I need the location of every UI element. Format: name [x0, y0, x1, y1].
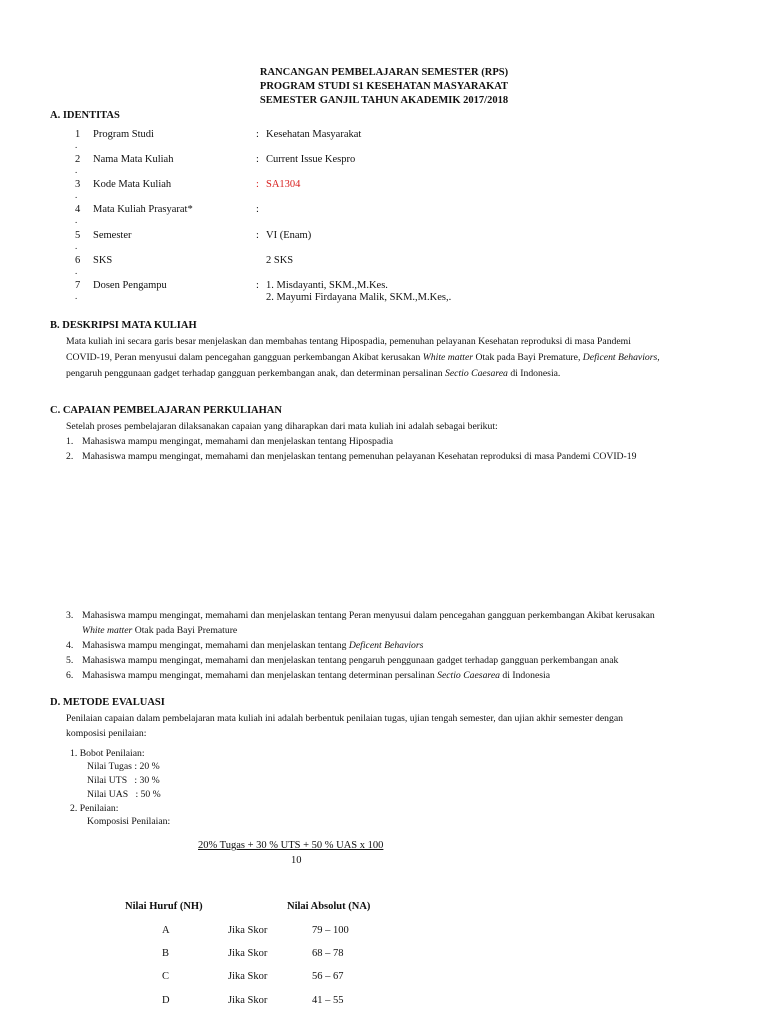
- row-dot: .: [75, 165, 78, 175]
- identitas-row-no: 2: [75, 154, 81, 165]
- lecturer-2: 2. Mayumi Firdayana Malik, SKM.,M.Kes,.: [266, 292, 452, 303]
- list-item-text: Mahasiswa mampu mengingat, memahami dan menjelaskan tentang determinan persalinan: [82, 670, 438, 681]
- list-item: Mahasiswa mampu mengingat, memahami dan menjelaskan tentang Hipospadia: [82, 436, 393, 447]
- identitas-row-value: Current Issue Kespro: [266, 154, 356, 165]
- deskripsi-line-2: [66, 352, 660, 363]
- formula-denominator: 10: [291, 855, 302, 866]
- bobot-item: Nilai UAS : 50 %: [87, 789, 161, 800]
- list-item: Mahasiswa mampu mengingat, memahami dan menjelaskan tentang pemenuhan pelayanan Kesehatan reproduksi di masa Pandemi COVID-19: [82, 451, 637, 462]
- list-item-number: 4.: [66, 640, 74, 651]
- list-item-italic: White matter: [82, 625, 133, 636]
- identitas-row-sep: :: [256, 129, 259, 140]
- identitas-row-label: SKS: [93, 255, 113, 266]
- grade-range: 41 – 55: [312, 995, 344, 1006]
- bobot-item: Nilai UTS : 30 %: [87, 775, 160, 786]
- lecturer-1: 1. Misdayanti, SKM.,M.Kes.: [266, 280, 388, 291]
- row-dot: .: [75, 266, 78, 276]
- identitas-row-sep: :: [256, 154, 259, 165]
- grade-condition: Jika Skor: [228, 925, 268, 936]
- grade-condition: Jika Skor: [228, 948, 268, 959]
- list-item-italic: Sectio Caesarea: [437, 670, 500, 681]
- identitas-row-sep: :: [256, 280, 259, 291]
- grade-letter: C: [162, 971, 170, 982]
- grade-condition: Jika Skor: [228, 971, 268, 982]
- bobot-label: 1. Bobot Penilaian:: [70, 748, 145, 759]
- grades-header-nh: Nilai Huruf (NH): [125, 901, 203, 912]
- deskripsi-text: pengaruh penggunaan gadget terhadap gangguan perkembangan anak, dan determinan persalinan: [66, 368, 446, 379]
- deskripsi-line-3: [66, 368, 560, 379]
- identitas-row-no: 4: [75, 204, 81, 215]
- metode-intro-2: komposisi penilaian:: [66, 728, 147, 739]
- list-item-italic: Deficent Behaviors: [348, 640, 424, 651]
- identitas-row-value: VI (Enam): [266, 230, 312, 241]
- grade-range: 56 – 67: [312, 971, 344, 982]
- list-item-text: di Indonesia: [499, 670, 551, 681]
- capaian-intro: Setelah proses pembelajaran dilaksanakan capaian yang diharapkan dari mata kuliah ini adalah sebagai berikut:: [66, 421, 498, 432]
- row-dot: .: [75, 140, 78, 150]
- identitas-row-sep: :: [256, 179, 259, 190]
- deskripsi-italic: Sectio Caesarea: [445, 368, 508, 379]
- list-item-text: Mahasiswa mampu mengingat, memahami dan menjelaskan tentang: [82, 640, 349, 651]
- deskripsi-text: di Indonesia.: [507, 368, 561, 379]
- list-item-number: 6.: [66, 670, 74, 681]
- row-dot: .: [75, 190, 78, 200]
- list-item-number: 2.: [66, 451, 74, 462]
- grade-range: 68 – 78: [312, 948, 344, 959]
- list-item-number: 1.: [66, 436, 74, 447]
- deskripsi-text: Otak pada Bayi Premature,: [473, 352, 583, 363]
- identitas-row-sep: :: [256, 230, 259, 241]
- identitas-row-value: Kesehatan Masyarakat: [266, 129, 362, 140]
- identitas-row-label: Kode Mata Kuliah: [93, 179, 172, 190]
- deskripsi-line-1: Mata kuliah ini secara garis besar menjelaskan dan membahas tentang Hipospadia, pemenuhan pelayanan Kesehatan reproduksi di masa Pandemi: [66, 336, 631, 347]
- deskripsi-italic: Deficent Behaviors,: [582, 352, 660, 363]
- identitas-row-label: Nama Mata Kuliah: [93, 154, 174, 165]
- identitas-row-label: Dosen Pengampu: [93, 280, 167, 291]
- metode-heading: D. METODE EVALUASI: [50, 697, 165, 708]
- list-item-number: 5.: [66, 655, 74, 666]
- identitas-row-no: 3: [75, 179, 81, 190]
- deskripsi-italic: White matter: [422, 352, 474, 363]
- doc-title-line-2: PROGRAM STUDI S1 KESEHATAN MASYARAKAT: [259, 81, 509, 92]
- metode-intro-1: Penilaian capaian dalam pembelajaran mata kuliah ini adalah berbentuk penilaian tugas, ujian tengah semester, dan ujian akhir semester dengan: [66, 713, 623, 724]
- grades-header-na: Nilai Absolut (NA): [287, 901, 371, 912]
- penilaian-label: 2. Penilaian:: [70, 803, 119, 814]
- grade-range: 79 – 100: [312, 925, 349, 936]
- row-dot: .: [75, 215, 78, 225]
- doc-title-line-3: SEMESTER GANJIL TAHUN AKADEMIK 2017/2018: [259, 95, 509, 106]
- formula-numerator: 20% Tugas + 30 % UTS + 50 % UAS x 100: [198, 840, 384, 851]
- identitas-row-no: 6: [75, 255, 81, 266]
- identitas-row-label: Mata Kuliah Prasyarat*: [93, 204, 193, 215]
- identitas-row-no: 5: [75, 230, 81, 241]
- grade-condition: Jika Skor: [228, 995, 268, 1006]
- komposisi-label: Komposisi Penilaian:: [87, 816, 171, 827]
- grade-letter: A: [162, 925, 170, 936]
- list-item: Mahasiswa mampu mengingat, memahami dan menjelaskan tentang pengaruh penggunaan gadget terhadap gangguan perkembangan anak: [82, 655, 619, 666]
- identitas-row-value: 2 SKS: [266, 255, 294, 266]
- row-dot: .: [75, 241, 78, 251]
- deskripsi-heading: B. DESKRIPSI MATA KULIAH: [50, 320, 197, 331]
- identitas-row-no: 7: [75, 280, 81, 291]
- list-item-number: 3.: [66, 610, 74, 621]
- deskripsi-text: COVID-19, Peran menyusui dalam pencegahan gangguan perkembangan Akibat kerusakan: [66, 352, 423, 363]
- grade-letter: B: [162, 948, 170, 959]
- capaian-heading: C. CAPAIAN PEMBELAJARAN PERKULIAHAN: [50, 405, 282, 416]
- identitas-row-label: Program Studi: [93, 129, 154, 140]
- row-dot: .: [75, 291, 78, 301]
- list-item: Mahasiswa mampu mengingat, memahami dan menjelaskan tentang Peran menyusui dalam pencegahan gangguan perkembangan Akibat kerusakan: [82, 610, 655, 621]
- doc-title-line-1: RANCANGAN PEMBELAJARAN SEMESTER (RPS): [259, 67, 509, 78]
- bobot-item: Nilai Tugas : 20 %: [87, 761, 160, 772]
- identitas-row-sep: :: [256, 204, 259, 215]
- list-item-text: Otak pada Bayi Premature: [132, 625, 238, 636]
- identitas-heading: A. IDENTITAS: [50, 110, 120, 121]
- list-item: [82, 640, 423, 651]
- course-code-value: SA1304: [266, 179, 301, 190]
- list-item: [82, 670, 550, 681]
- identitas-row-label: Semester: [93, 230, 132, 241]
- list-item-continuation: [82, 625, 237, 636]
- identitas-row-no: 1: [75, 129, 81, 140]
- grade-letter: D: [162, 995, 170, 1006]
